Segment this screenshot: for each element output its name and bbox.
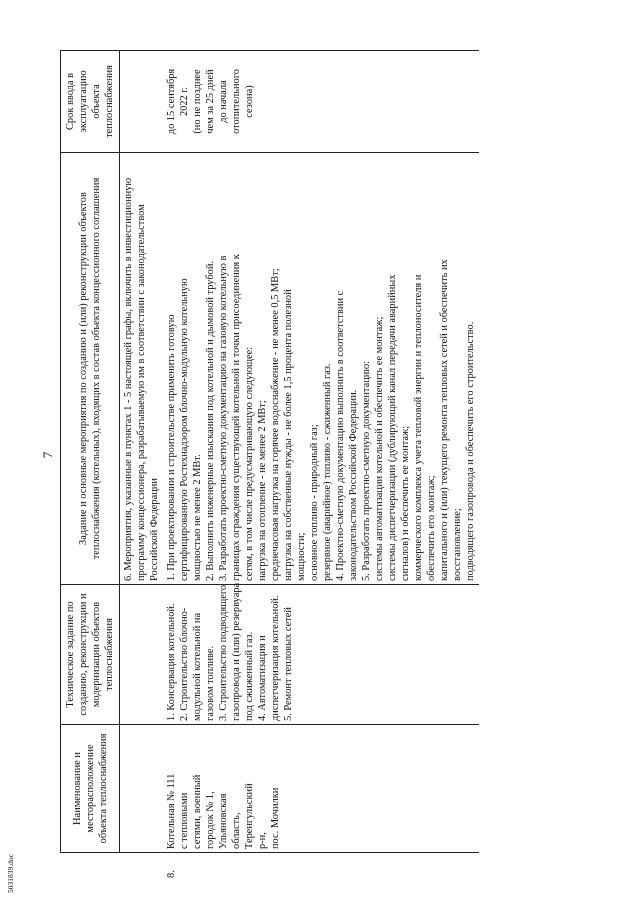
measure-line: 1. При проектировании и строительстве применить готовую [166,314,177,581]
date-line: до 15 сентября [166,68,177,135]
date-line: (но не позднее [192,69,203,134]
measure-line: капитального и (или) текущего ремонта тепловых сетей и обеспечить их [439,259,450,581]
object-name-line: р-н, [257,832,268,849]
object-name-line: Теренгульский [244,783,255,849]
measure-line: мощностью не менее 2 МВт. [192,454,203,581]
header-technical-task: Техническое задание по созданию, реконструкции и модернизации объектов теплоснабжения [61,585,120,725]
measure-line: восстановление; [452,508,463,581]
page-number: 7 [40,451,55,459]
measure-line: сетям, в том числе предусматривающую следующее: [244,346,255,581]
object-name-line: Котельная № 111 [166,773,177,849]
measure-line: нагрузка на отопление - не менее 2 МВт; [257,400,268,581]
commissioning-date-cell [163,51,479,153]
measure-line: резервное (аварийное) топливо - сжиженный газ. [322,363,333,581]
technical-task-cell [163,582,479,725]
object-name-line: пос. Мочилки [270,787,281,849]
table-header-row [61,51,120,853]
file-name-note: 5031839.doc [6,854,15,893]
measure-line: 2. Выполнить инженерные изыскания под котельной и дымовой трубой. [205,261,216,581]
header-object-name: Наименование и месторасположение объекта теплоснабжения [61,725,120,853]
object-name-cell [163,725,479,878]
measure-line: мощности; [296,532,307,581]
object-name-line: Ульяновская [218,793,229,849]
measures-table [60,50,479,878]
measure-line: основное топливо - природный газ; [309,424,320,581]
object-name-line: сетями, военный [192,774,203,849]
table-row [163,51,479,853]
measure-line: обеспечить его монтаж; [426,475,437,581]
technical-task-line: 4. Автоматизация и [257,635,268,721]
measure-line: системы автоматизации котельной и обеспечить ее монтаж; [374,316,385,581]
date-line: 2022 г. [179,86,190,117]
date-line: до начала [218,80,229,123]
technical-task-line: газопровода и (или) резервуара [231,582,242,721]
measure-line: системы диспетчеризации (дублирующий канал передачи аварийных [387,274,398,581]
measure-line: 5. Разработать проектно-сметную документацию: [361,361,372,581]
header-main-measures: Задание и основные мероприятия по созданию и (или) реконструкции объектов теплоснабжения (котельных), входящих в состав объекта концессионного соглашения [61,153,120,585]
table-row-continuation [120,51,164,853]
technical-task-line: 2. Строительство блочно- [179,607,190,721]
measure-line: 3. Разработать проектно-сметную документацию на газовую котельную в [218,255,229,581]
technical-task-line: газовом топливе. [205,645,216,721]
technical-task-line: 1. Консервация котельной. [166,603,177,721]
date-line: сезона) [244,85,255,118]
measure-line: нагрузка на собственные нужды - не более 1,5 процента полезной [283,289,294,581]
object-name-lines [165,728,282,849]
row-number: 8. [166,870,177,878]
continuation-text: 6. Мероприятия, указанные в пунктах 1 - 5 настоящей графы, включить в инвестиционную программу концессионера, разрабатываемую им в соответствии с законодательством Российской Федерации [120,153,164,585]
object-name-line: область, [231,812,242,849]
technical-task-line: диспетчеризация котельной. [270,595,281,721]
technical-task-line: под сжиженный газ. [244,631,255,721]
header-commissioning-date: Срок ввода в эксплуатацию объекта теплоснабжения [61,51,120,153]
date-line: чем за 25 дней [205,69,216,134]
measure-line: среднечасовая нагрузка на горячее водоснабжение - не менее 0,5 МВт; [270,268,281,581]
technical-task-line: модульной котельной на [192,612,203,721]
date-line: отопительного [231,69,242,134]
measure-line: подводящего газопровода и обеспечить его строительство. [465,321,476,581]
measure-line: 4. Проектно-сметную документацию выполнить в соответствии с [335,290,346,581]
measure-line: границах ограждения существующей котельной и точки присоединения к [231,254,242,581]
technical-task-line: 5. Ремонт тепловых сетей [283,607,294,721]
object-name-line: с тепловыми [179,792,190,849]
measures-cell [163,153,479,585]
measure-line: сигналов) и обеспечить ее монтаж; [400,425,411,581]
measure-line: коммерческого комплекса учета тепловой энергии и теплоносителя и [413,274,424,581]
measure-line: законодательством Российской Федерации. [348,389,359,581]
technical-task-line: 3. Строительство подводящего [218,584,229,721]
object-name-line: городок № 1, [205,791,216,849]
measure-line: сертифицированную Ростехнадзором блочно-модульную котельную [179,278,190,581]
